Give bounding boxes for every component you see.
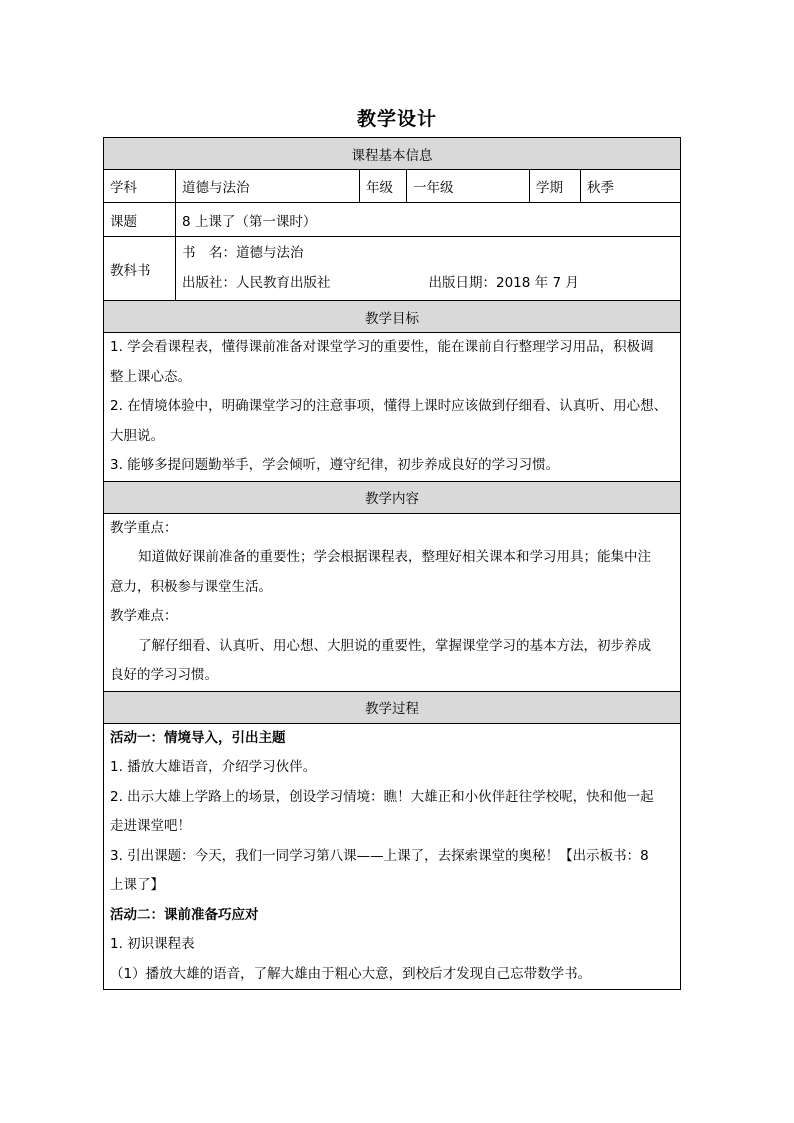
activity-one-line: 上课了】 [110,877,164,893]
activity-two-title: 活动二：课前准备巧应对 [110,906,259,923]
publisher-row [182,269,674,299]
topic-label: 课题 [104,203,176,237]
textbook-label: 教科书 [104,237,176,301]
difficult-points-line: 良好的学习习惯。 [110,667,218,683]
goal-line: 1. 学会看课程表，懂得课前准备对课堂学习的重要性，能在课前自行整理学习用品，积极调 [110,339,654,355]
activity-two-line: 1. 初识课程表 [110,936,195,952]
textbook-info [176,237,681,301]
page-title: 教学设计 [356,108,437,130]
activity-two-line: （1）播放大雄的语音，了解大雄由于粗心大意，到校后才发现自己忘带数学书。 [110,965,592,982]
lesson-plan-table [103,137,681,990]
teaching-content [104,513,681,691]
publication-date: 出版日期：2018 年 7 月 [428,274,579,291]
goal-line: 大胆说。 [110,427,164,444]
key-points-line: 意力，积极参与课堂生活。 [110,578,272,595]
grade-value: 一年级 [407,170,530,203]
key-points-line: 知道做好课前准备的重要性；学会根据课程表，整理好相关课本和学习用具；能集中注 [138,549,651,565]
term-value: 秋季 [581,170,681,203]
term-label: 学期 [530,170,581,203]
difficult-points-label: 教学难点： [110,608,178,624]
activity-one-line: 2. 出示大雄上学路上的场景，创设学习情境：瞧！大雄正和小伙伴赶往学校呢，快和他一起 [110,788,654,805]
goal-line: 2. 在情境体验中，明确课堂学习的注意事项，懂得上课时应该做到仔细看、认真听、用心想、 [110,398,668,414]
activity-one-line: 走进课堂吧！ [110,818,191,834]
activity-one-line: 1. 播放大雄语音，介绍学习伙伴。 [110,759,317,775]
key-points-label: 教学重点： [110,519,178,536]
goals-content [104,333,681,482]
goal-line: 整上课心态。 [110,368,191,385]
section-header-content: 教学内容 [104,481,681,513]
section-header-process: 教学过程 [104,691,681,723]
activity-one-line: 3. 引出课题：今天，我们一同学习第八课——上课了，去探索课堂的奥秘！【出示板书：8 [110,847,649,864]
grade-label: 年级 [360,170,407,203]
section-header-basic-info: 课程基本信息 [104,138,681,170]
book-name: 书 名：道德与法治 [182,245,304,261]
difficult-points-line: 了解仔细看、认真听、用心想、大胆说的重要性，掌握课堂学习的基本方法，初步养成 [138,637,651,654]
teaching-process [104,723,681,990]
section-header-goals: 教学目标 [104,301,681,333]
publisher: 出版社：人民教育出版社 [182,274,331,291]
subject-label: 学科 [104,170,176,203]
subject-value: 道德与法治 [176,170,360,203]
goal-line: 3. 能够多提问题勤举手，学会倾听，遵守纪律，初步养成良好的学习习惯。 [110,457,560,473]
topic-value: 8 上课了（第一课时） [176,203,681,237]
activity-one-title: 活动一：情境导入，引出主题 [110,729,286,746]
